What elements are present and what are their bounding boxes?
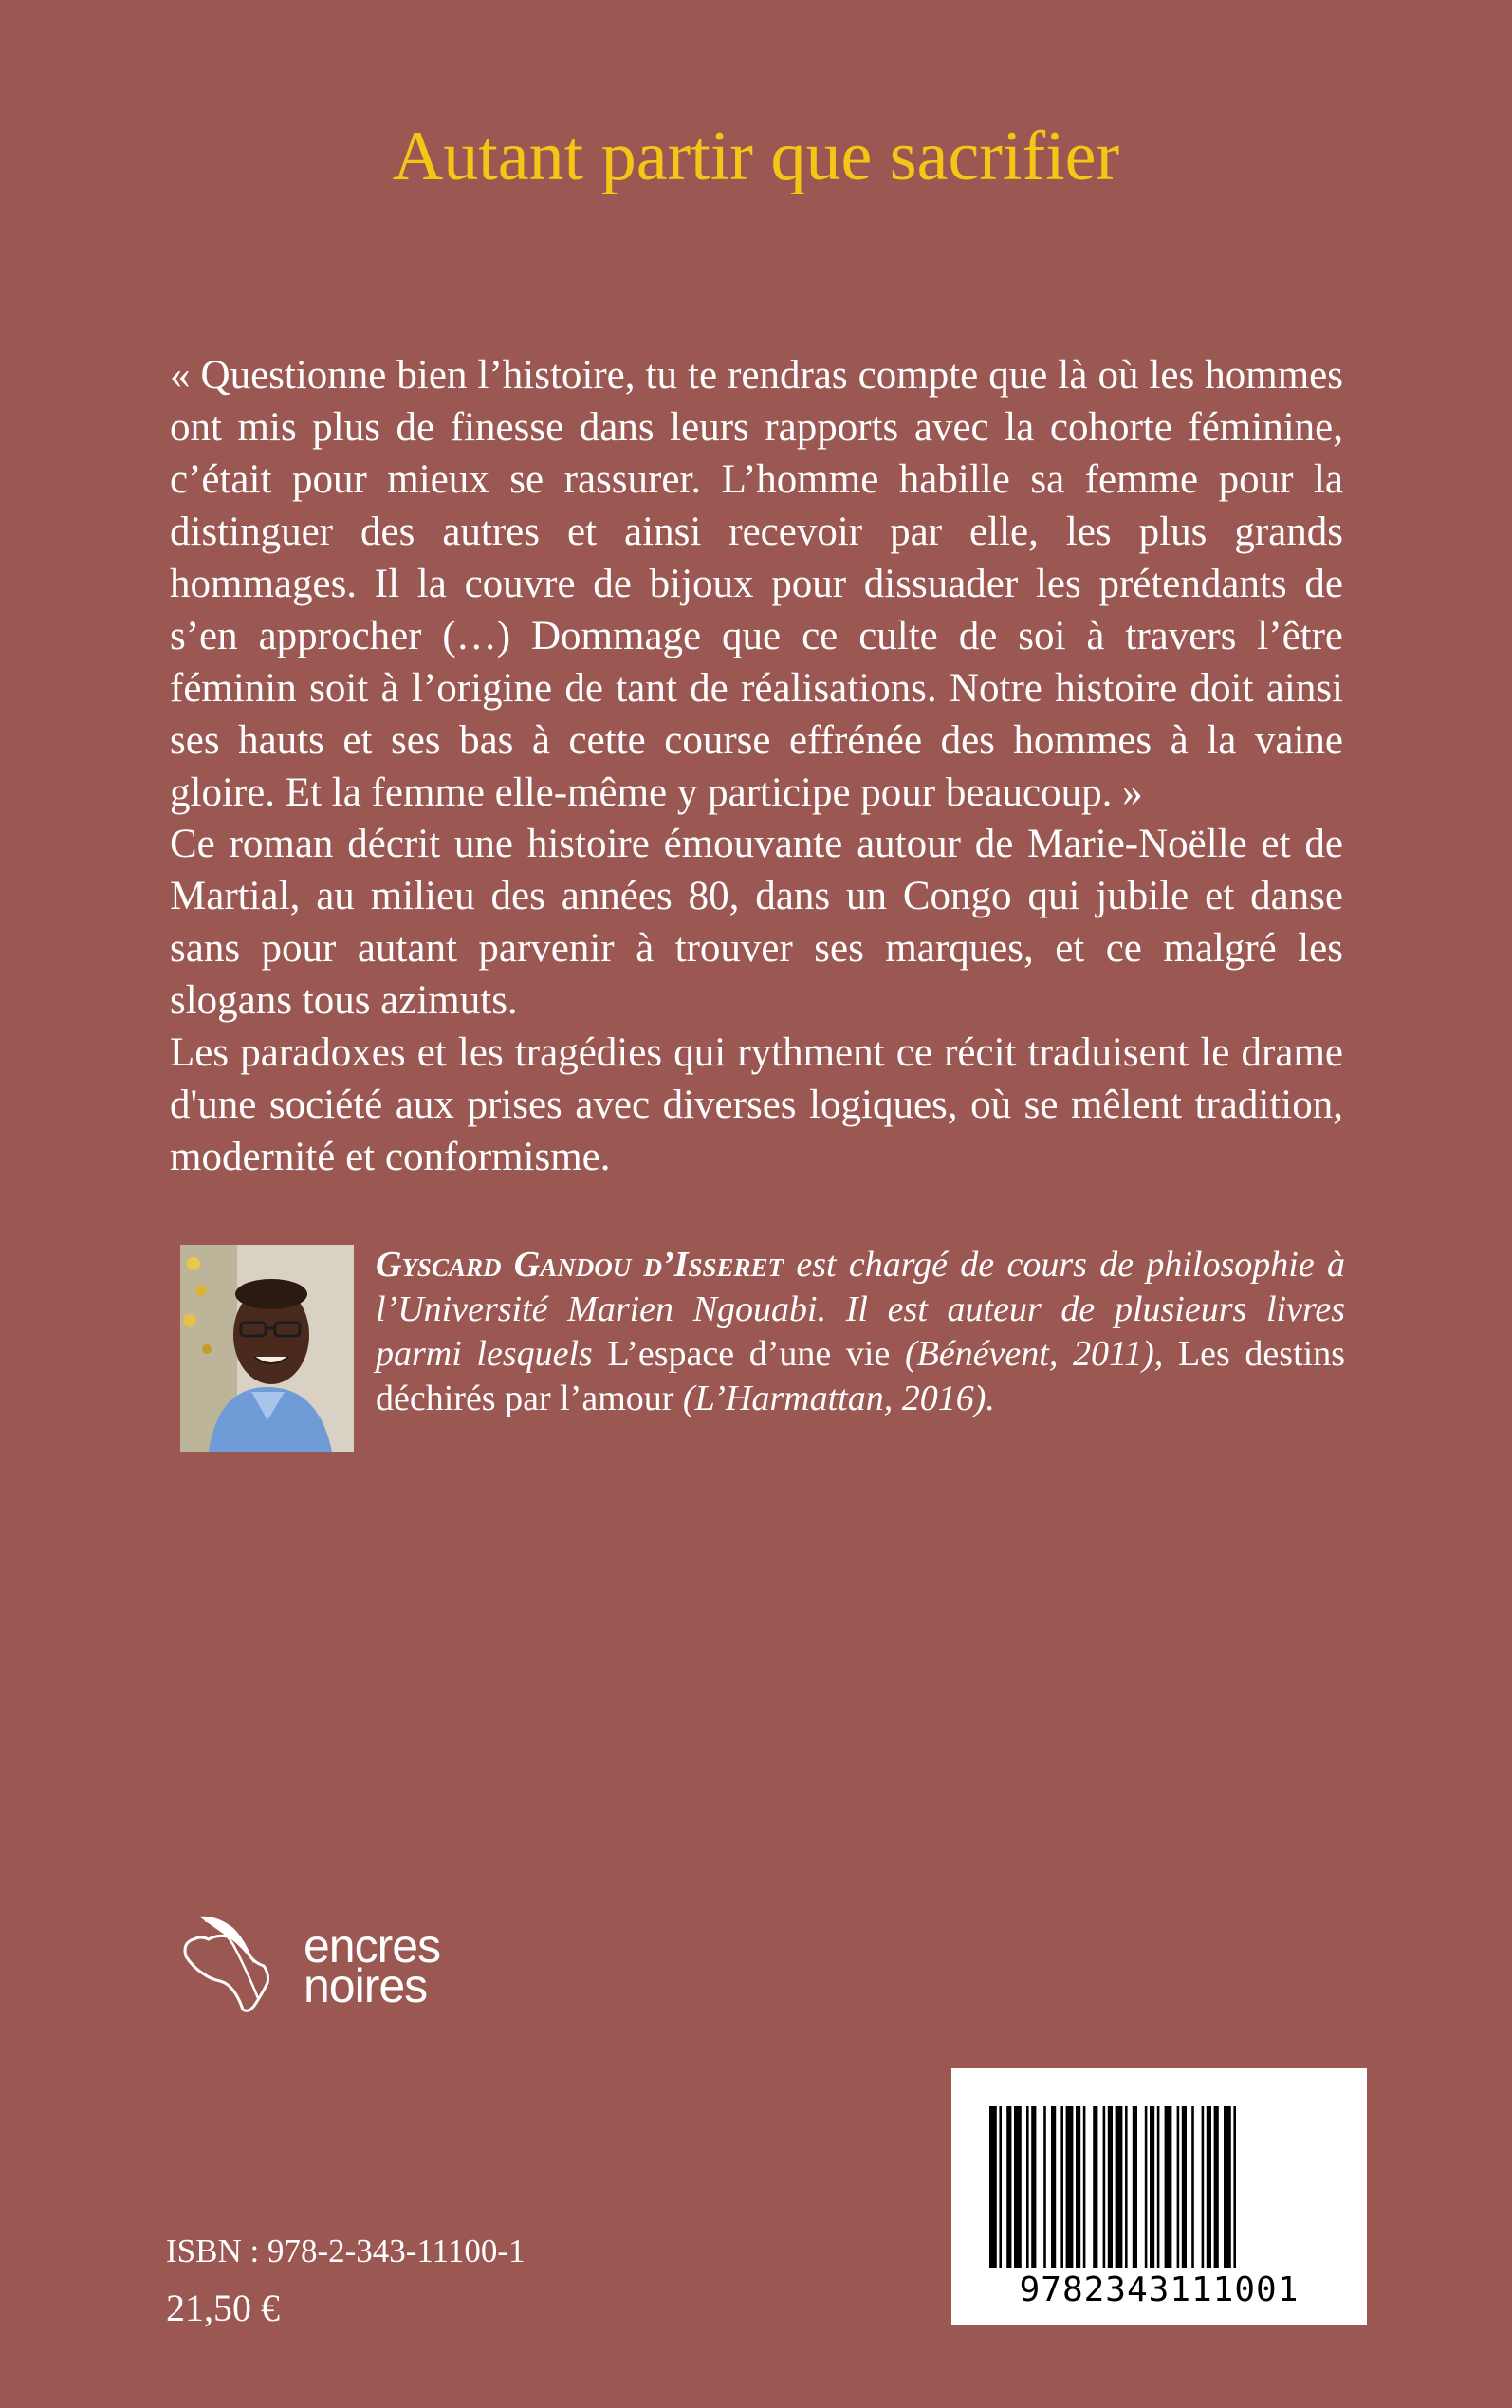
barcode-bar	[1083, 2106, 1086, 2268]
barcode-number: 9782343111001	[1019, 2270, 1300, 2309]
barcode-bar	[1076, 2106, 1080, 2268]
price: 21,50 €	[166, 2287, 280, 2329]
barcode-bar	[999, 2106, 1002, 2268]
barcode-bars	[951, 2068, 1367, 2277]
barcode-bar	[1207, 2106, 1211, 2268]
barcode-bar	[1031, 2106, 1036, 2268]
publisher-name	[304, 1919, 441, 2012]
author-book-title: L’espace d’une vie	[607, 1334, 891, 1374]
book-title: Autant partir que sacrifier	[392, 118, 1120, 195]
africa-feather-icon	[185, 1936, 268, 2010]
barcode-bar	[1043, 2106, 1046, 2268]
barcode-bar	[1191, 2106, 1194, 2268]
barcode-bar	[1116, 2106, 1123, 2268]
back-cover-quote: « Questionne bien l’histoire, tu te rendras compte que là où les hommes ont mis plus de finesse dans leurs rapports avec la cohorte féminine, c’était pour mieux se rassurer. L’homme habille sa femme pour la distinguer des autres et ainsi recevoir par elle, les plus grands hommages. Il la couvre de bijoux pour dissuader les prétendants de s’en approcher (…) Dommage que ce culte de soi à travers l’être féminin soit à l’origine de tant de réalisations. Notre histoire doit ainsi ses hauts et ses bas à cette course effrénée des hommes à la vaine gloire. Et la femme elle-même y participe pour beaucoup. »	[170, 353, 1343, 815]
author-photo	[180, 1245, 354, 1452]
author-book-publisher: (Bénévent, 2011),	[890, 1334, 1178, 1374]
summary-paragraph: Ce roman décrit une histoire émouvante autour de Marie-Noëlle et de Martial, au milieu des années 80, dans un Congo qui jubile et danse sans pour autant parvenir à trouver ses marques, et ce malgré les slogans tous azimuts.	[170, 822, 1343, 1023]
barcode-bar	[989, 2106, 997, 2268]
barcode-bar	[1182, 2106, 1187, 2268]
publisher-name-line: noires	[304, 1959, 428, 2012]
author-book-title: Les destins déchirés par l’amour	[376, 1334, 1345, 1418]
barcode-bar	[1108, 2106, 1113, 2268]
barcode-bar	[1214, 2106, 1219, 2268]
barcode-bar	[1006, 2106, 1011, 2268]
barcode-bar	[1103, 2106, 1106, 2268]
author-last-name: Gandou d’Isseret	[513, 1245, 784, 1285]
barcode-bar	[1165, 2106, 1172, 2268]
barcode-bar	[1157, 2106, 1160, 2268]
barcode-bar	[1177, 2106, 1180, 2268]
barcode-bar	[1224, 2106, 1231, 2268]
barcode-bar	[1093, 2106, 1097, 2268]
barcode-bar	[1051, 2106, 1056, 2268]
barcode-bar	[1125, 2106, 1128, 2268]
author-bio	[376, 1243, 1345, 1421]
author-book-publisher: (L’Harmattan, 2016).	[673, 1379, 995, 1418]
barcode-bar	[1026, 2106, 1029, 2268]
summary-paragraph: Les paradoxes et les tragédies qui rythment ce récit traduisent le drame d'une société aux prises avec diverses logiques, où se mêlent tradition, modernité et conformisme.	[170, 1030, 1343, 1179]
barcode-bar	[1233, 2106, 1236, 2268]
barcode	[951, 2068, 1367, 2325]
author-bio-text: est chargé de cours de philosophie à l’Université Marien Ngouabi. Il est auteur de plusieurs livres parmi lesquels	[376, 1245, 1346, 1374]
barcode-bar	[1150, 2106, 1154, 2268]
barcode-bar	[1060, 2106, 1063, 2268]
isbn: ISBN : 978-2-343-11100-1	[166, 2232, 526, 2269]
barcode-bar	[1133, 2106, 1137, 2268]
barcode-bar	[1066, 2106, 1074, 2268]
barcode-bar	[1202, 2106, 1205, 2268]
book-summary	[170, 818, 1343, 1183]
publisher-name-line: encres	[304, 1919, 441, 1973]
barcode-bar	[1145, 2106, 1148, 2268]
barcode-bar	[1014, 2106, 1022, 2268]
author-first-name: Gyscard	[376, 1245, 502, 1285]
